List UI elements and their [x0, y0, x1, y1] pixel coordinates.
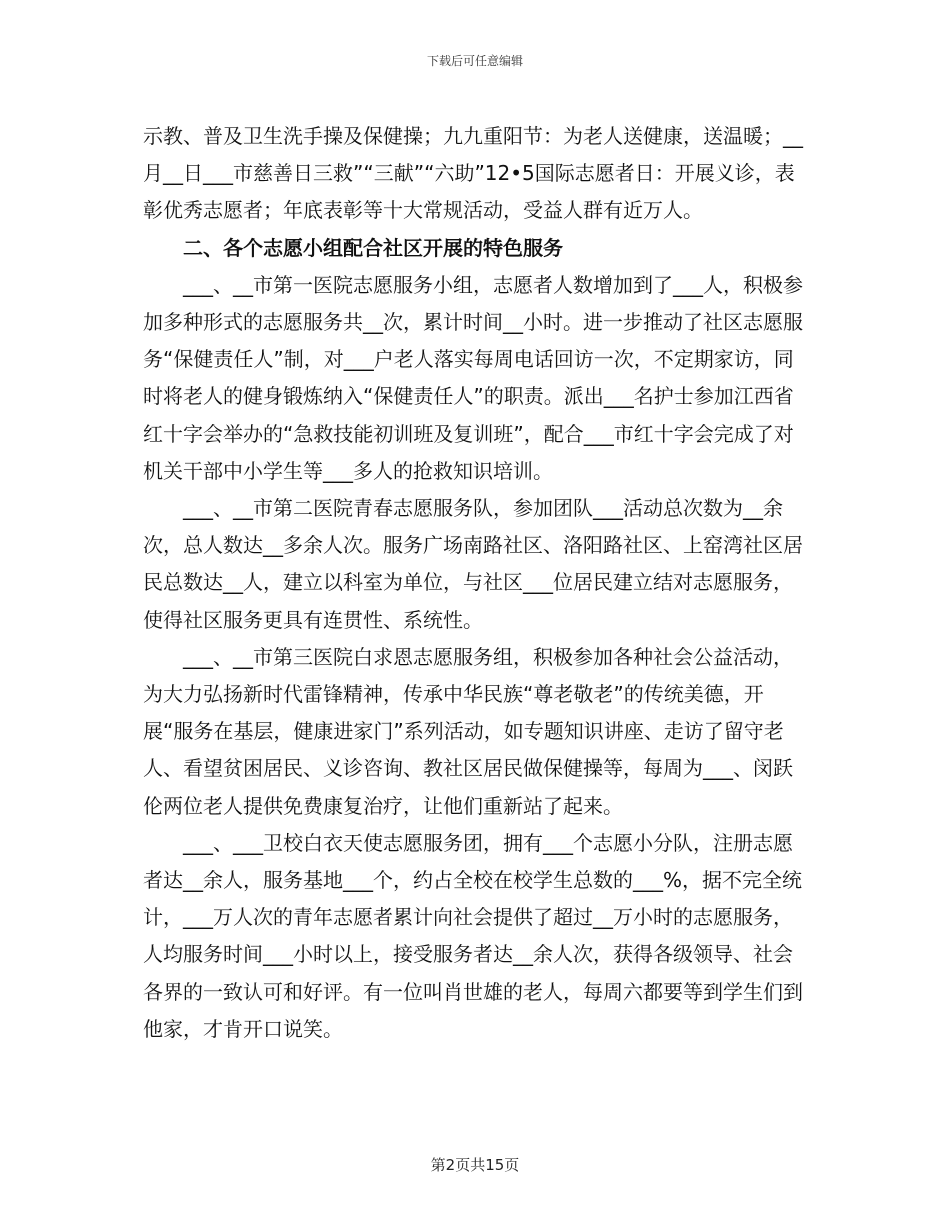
section-heading: 二、各个志愿小组配合社区开展的特色服务	[183, 235, 563, 260]
paragraph-second-hospital: ___、__市第二医院青春志愿服务队，参加团队___活动总次数为__余次，总人数达__多余人次。服务广场南路社区、洛阳路社区、上窑湾社区居民总数达__人，建立以科室为单位，与社区___位居民建立结对志愿服务，使得社区服务更具有连贯性、系统性。	[143, 496, 803, 632]
page-header: 下载后可任意编辑	[426, 54, 523, 68]
paragraph-third-hospital: ___、__市第三医院白求恩志愿服务组，积极参加各种社会公益活动，为大力弘扬新时代雷锋精神，传承中华民族“尊老敬老”的传统美德，开展“服务在基层，健康进家门”系列活动，如专题知识讲座、走访了留守老人、看望贫困居民、义诊咨询、教社区居民做保健操等，每周为___、闵跃伦两位老人提供免费康复治疗，让他们重新站了起来。	[143, 644, 793, 818]
paragraph-first-hospital: ___、__市第一医院志愿服务小组，志愿者人数增加到了___人，积极参加多种形式的志愿服务共__次，累计时间__小时。进一步推动了社区志愿服务“保健责任人”制，对___户老人落实每周电话回访一次，不定期家访，同时将老人的健身锻炼纳入“保健责任人”的职责。派出___名护士参加江西省红十字会举办的“急救技能初训班及复训班”，配合___市红十字会完成了对机关干部中小学生等___多人的抢救知识培训。	[143, 272, 803, 483]
paragraph-intro-continuation: 示教、普及卫生洗手操及保健操；九九重阳节：为老人送健康，送温暖；__月__日___市慈善日三救”“三献”“六助”12•5国际志愿者日：开展义诊，表彰优秀志愿者；年底表彰等十大常规活动，受益人群有近万人。	[143, 124, 803, 223]
document-body	[143, 118, 808, 1048]
page-footer: 第2页共15页	[430, 1156, 520, 1174]
paragraph-nursing-school: ___、___卫校白衣天使志愿服务团，拥有___个志愿小分队，注册志愿者达__余人，服务基地___个，约占全校在校学生总数的___%，据不完全统计，___万人次的青年志愿者累计向社会提供了超过__万小时的志愿服务，人均服务时间___小时以上，接受服务者达__余人次，获得各级领导、社会各界的一致认可和好评。有一位叫肖世雄的老人，每周六都要等到学生们到他家，才肯开口说笑。	[143, 830, 803, 1041]
